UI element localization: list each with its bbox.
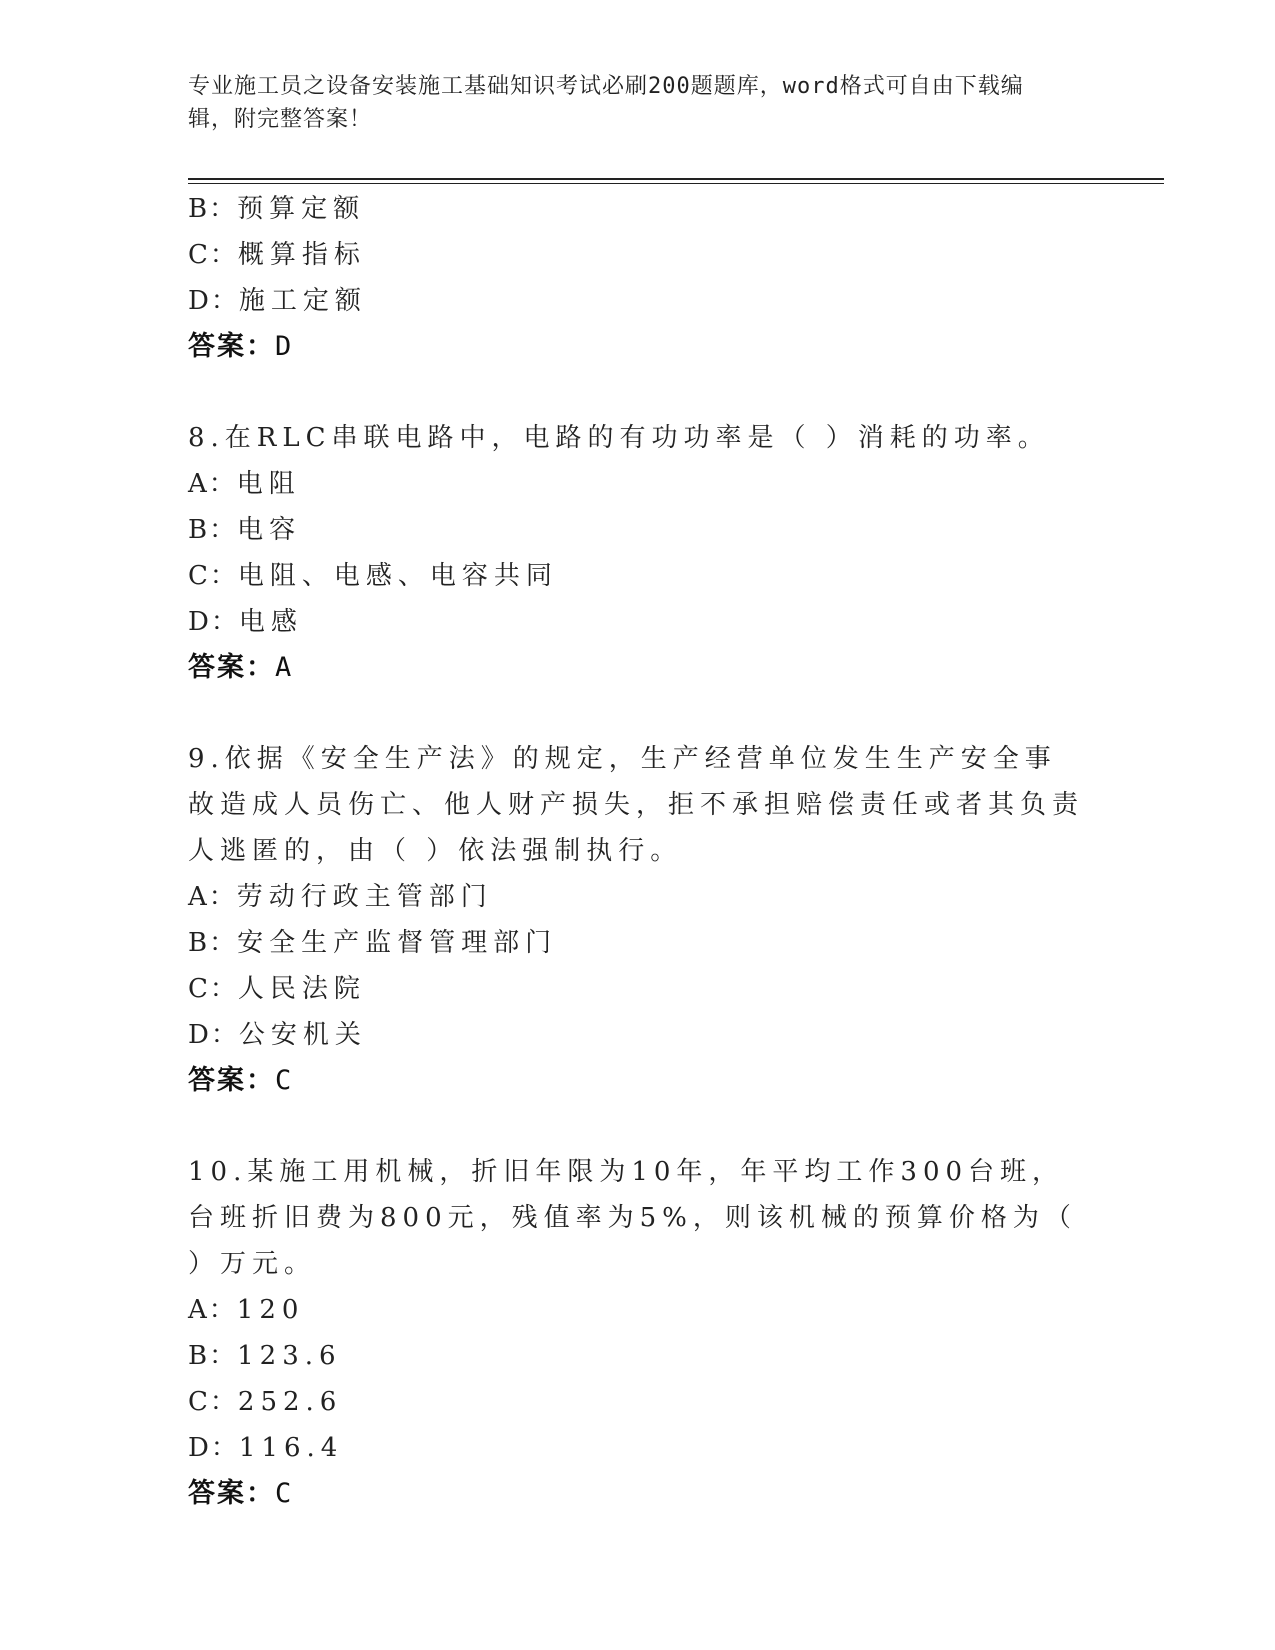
- header-rule-thick: [188, 178, 1164, 180]
- option-c: C：概算指标: [188, 240, 366, 270]
- option-c: C：人民法院: [188, 974, 366, 1004]
- option-c: C：电阻、电感、电容共同: [188, 561, 558, 591]
- option-b: B：电容: [188, 515, 302, 545]
- question-9-block: [188, 736, 1088, 1104]
- document-header: 专业施工员之设备安装施工基础知识考试必刷200题题库，word格式可自由下载编辑，附完整答案！: [188, 74, 1024, 132]
- option-d: D：公安机关: [188, 1020, 367, 1050]
- option-d: D：116.4: [188, 1433, 344, 1463]
- option-a: A：劳动行政主管部门: [188, 882, 493, 912]
- answer-line: 答案：C: [188, 1478, 294, 1509]
- option-b: B：安全生产监督管理部门: [188, 928, 558, 958]
- option-d: D：电感: [188, 607, 303, 637]
- question-content: [188, 186, 1088, 1517]
- header-rule-thin: [188, 183, 1164, 184]
- option-a: A：120: [188, 1295, 305, 1325]
- answer-line: 答案：C: [188, 1065, 294, 1096]
- question-8-text: 8.在RLC串联电路中，电路的有功功率是（ ）消耗的功率。: [188, 423, 1050, 453]
- question-10-text: 10.某施工用机械，折旧年限为10年，年平均工作300台班，台班折旧费为800元，残值率为5%，则该机械的预算价格为（ ）万元。: [188, 1157, 1077, 1279]
- continued-question-block: [188, 186, 1088, 370]
- answer-line: 答案：A: [188, 652, 294, 683]
- option-d: D：施工定额: [188, 286, 367, 316]
- option-a: A：电阻: [188, 469, 301, 499]
- option-b: B：预算定额: [188, 194, 366, 224]
- question-10-block: [188, 1149, 1088, 1517]
- option-c: C：252.6: [188, 1387, 343, 1417]
- option-b: B：123.6: [188, 1341, 342, 1371]
- question-9-text: 9.依据《安全生产法》的规定，生产经营单位发生生产安全事故造成人员伤亡、他人财产损失，拒不承担赔偿责任或者其负责人逃匿的，由（ ）依法强制执行。: [188, 744, 1085, 866]
- answer-line: 答案：D: [188, 331, 294, 362]
- question-8-block: [188, 415, 1088, 691]
